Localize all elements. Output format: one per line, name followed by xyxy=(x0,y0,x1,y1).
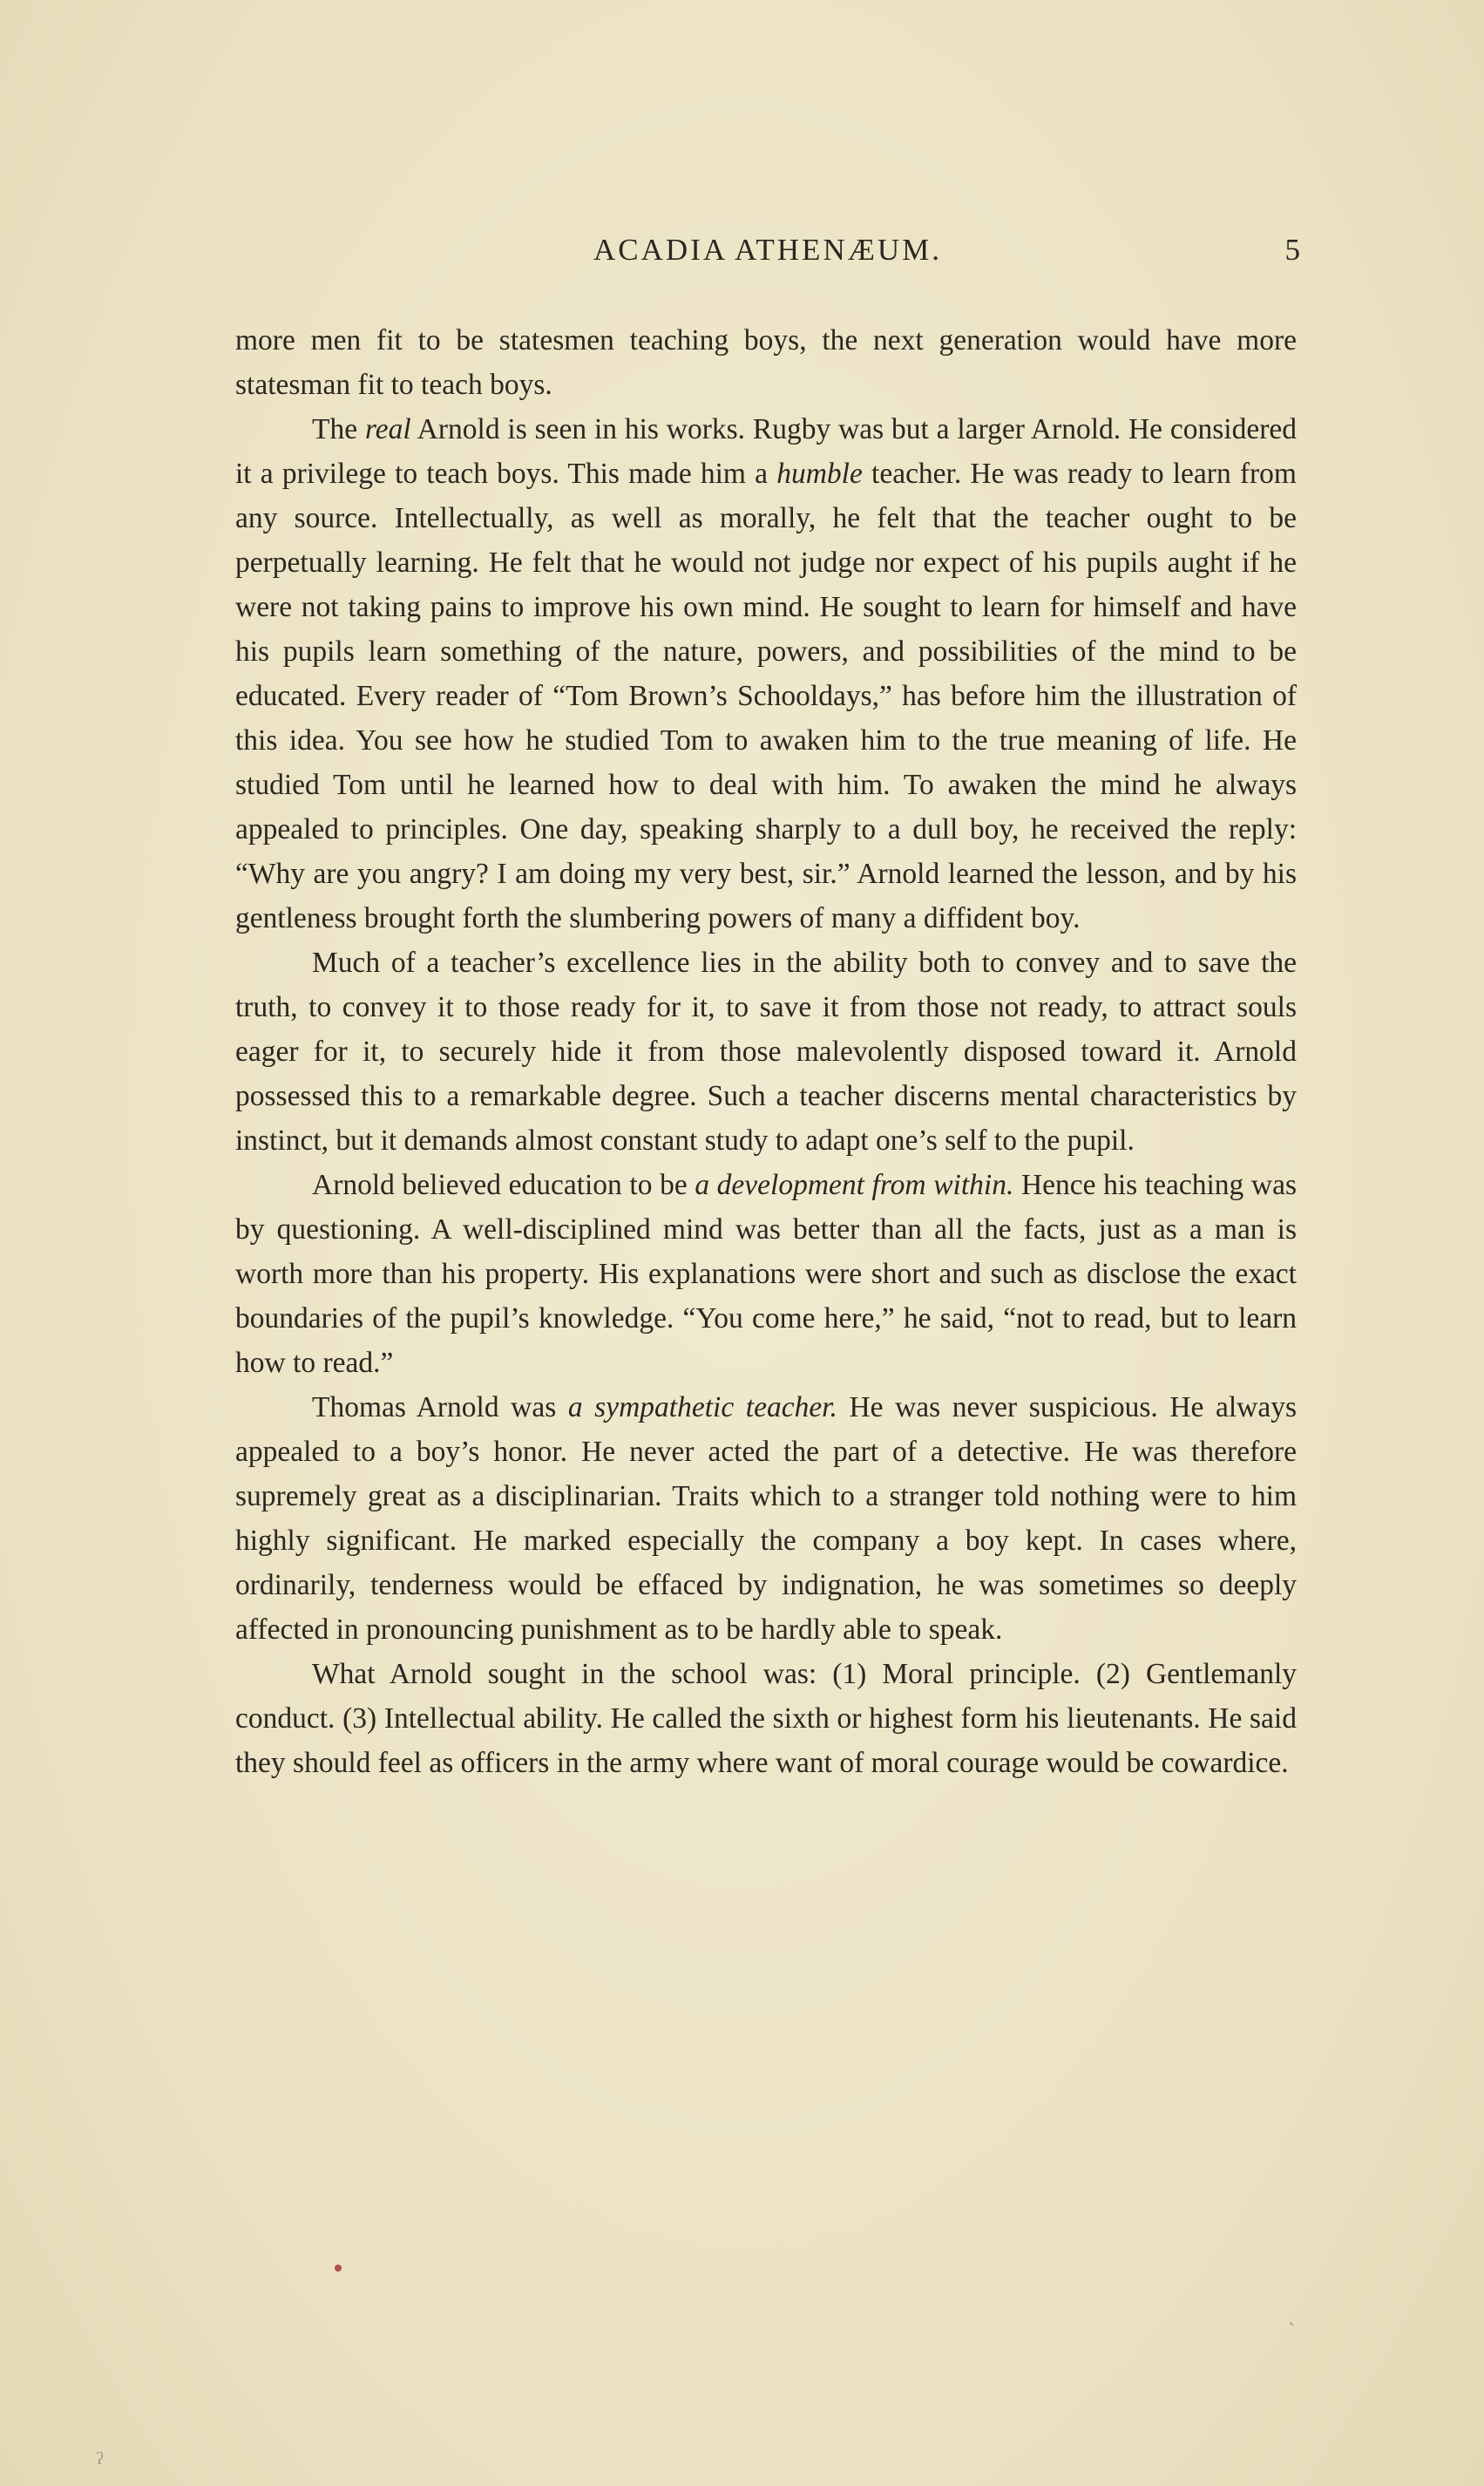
paragraph-2 xyxy=(235,407,1297,941)
ink-speck xyxy=(335,2265,342,2272)
running-title: ACADIA ATHENÆUM. xyxy=(593,233,942,267)
paragraph-4-text-b: Hence his teaching was by questioning. A well-disciplined mind was better than all the facts, just as a man is worth more than his property. His explanations were short and such as disclose the exact boundaries of the pupil’s knowledge. “You come here,” he said, “not to read, but to learn how to read.” xyxy=(235,1169,1297,1379)
paragraph-6: What Arnold sought in the school was: (1) Moral principle. (2) Gentlemanly conduct. (3) Intellectual ability. He called the sixth or highest form his lieutenants. He said they should feel as officers in the army where want of moral courage would be cowardice. xyxy=(235,1658,1297,1779)
paper-blemish: ˎ xyxy=(1288,2301,1296,2326)
paragraph-3: Much of a teacher’s excellence lies in the ability both to convey and to save the truth, to convey it to those ready for it, to save it from those not ready, to attract souls eager for it, to securely hide it from those malevolently disposed toward it. Arnold possessed this to a remarkable degree. Such a teacher discerns mental characteristics by instinct, but it demands almost constant study to adapt one’s self to the pupil. xyxy=(235,947,1297,1157)
paragraph-5-text-a: Thomas Arnold was xyxy=(312,1391,568,1423)
emphasis-development: a development from within. xyxy=(695,1169,1014,1201)
paragraph-2-text-c: teacher. He was ready to learn from any source. Intellectually, as well as morally, he felt that the teacher ought to be perpetually learning. He felt that he would not judge nor expect of his pupils aught if he were not taking pains to improve his own mind. He sought to learn for himself and have his pupils learn something of the nature, powers, and possibilities of the mind to be educated. Every reader of “Tom Brown’s Schooldays,” has before him the illustration of this idea. You see how he studied Tom to awaken him to the true meaning of life. He studied Tom until he learned how to deal with him. To awaken the mind he always appealed to principles. One day, speaking sharply to a dull boy, he received the reply: “Why are you angry? I am doing my very best, sir.” Arnold learned the lesson, and by his gentleness brought forth the slumbering powers of many a diffident boy. xyxy=(235,458,1297,934)
paragraph-5-text-b: He was never suspicious. He always appealed to a boy’s honor. He never acted the part of a detective. He was therefore supremely great as a disciplinarian. Traits which to a stranger told nothing were to him highly significant. He marked especially the company a boy kept. In cases where, ordinarily, tenderness would be effaced by indignation, he was sometimes so deeply affected in pronouncing punishment as to be hardly able to speak. xyxy=(235,1391,1298,1646)
paragraph-2-text-b: Arnold is seen in his works. Rugby was but a larger Arnold. He considered it a privilege to teach boys. This made him a xyxy=(235,413,1297,490)
paper-blemish: ʔ xyxy=(96,2449,104,2469)
running-head xyxy=(235,228,1300,272)
emphasis-sympathetic: a sympathetic teacher. xyxy=(567,1391,837,1423)
paragraph-1: more men fit to be statesmen teaching boys, the next generation would have more statesman fit to teach boys. xyxy=(235,324,1297,401)
paragraph-5 xyxy=(235,1385,1297,1652)
emphasis-humble: humble xyxy=(776,458,863,490)
emphasis-real: real xyxy=(364,413,411,445)
paragraph-4-text-a: Arnold believed education to be xyxy=(312,1169,695,1201)
body-text xyxy=(235,318,1297,1785)
paragraph-4 xyxy=(235,1163,1297,1385)
paragraph-2-text-a: The xyxy=(312,413,365,445)
page-number: 5 xyxy=(1284,233,1300,267)
